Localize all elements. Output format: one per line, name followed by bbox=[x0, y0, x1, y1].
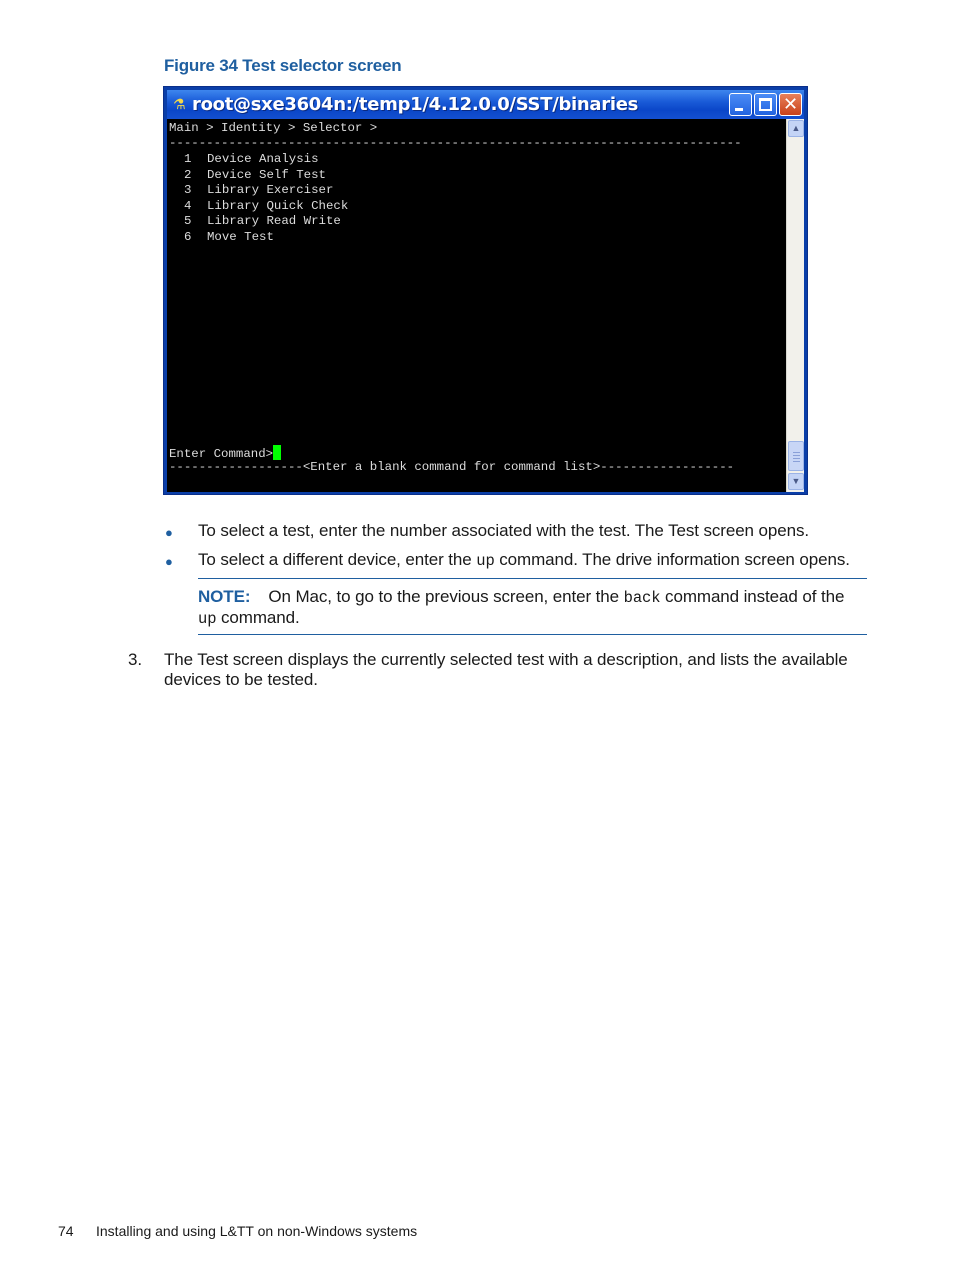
bullet-text: To select a different device, enter the up command. The drive information screen opens. bbox=[198, 550, 850, 570]
note-bottom-rule bbox=[198, 634, 867, 635]
bullet-icon: ● bbox=[165, 554, 173, 569]
scroll-up-button[interactable] bbox=[788, 120, 804, 137]
menu-item-label: Move Test bbox=[207, 229, 274, 244]
scroll-thumb[interactable] bbox=[788, 441, 804, 471]
close-icon: ✕ bbox=[782, 94, 799, 115]
terminal-screen[interactable] bbox=[167, 119, 786, 492]
menu-item-label: Library Exerciser bbox=[207, 183, 334, 197]
terminal-app-icon: ⚗ bbox=[173, 96, 186, 112]
menu-item-label: Device Self Test bbox=[207, 167, 326, 182]
bullet-icon: ● bbox=[165, 525, 173, 540]
title-bar[interactable] bbox=[167, 90, 804, 119]
footer-text: Installing and using L&TT on non-Windows systems bbox=[96, 1223, 418, 1239]
terminal-breadcrumb: Main > Identity > Selector > bbox=[169, 121, 378, 135]
figure-caption: Figure 34 Test selector screen bbox=[164, 56, 402, 75]
vertical-scrollbar[interactable] bbox=[786, 119, 804, 492]
arrow-down-icon: ▼ bbox=[791, 476, 801, 486]
arrow-up-icon: ▲ bbox=[791, 123, 801, 133]
menu-item-number: 1 bbox=[184, 152, 192, 166]
menu-item-number: 2 bbox=[184, 167, 192, 182]
window-title: root@sxe3604n:/temp1/4.12.0.0/SST/binaries bbox=[192, 94, 639, 115]
step-text-line-1: The Test screen displays the currently selected test with a description, and lists the available bbox=[164, 650, 848, 669]
menu-item-label: Library Read Write bbox=[207, 214, 341, 228]
text-cursor bbox=[273, 445, 281, 460]
note-line-1: NOTE: On Mac, to go to the previous screen, enter the back command instead of the bbox=[198, 587, 845, 607]
bullet-text: To select a test, enter the number associated with the test. The Test screen opens. bbox=[198, 521, 809, 540]
menu-item-label: Library Quick Check bbox=[207, 198, 349, 213]
step-text-line-2: devices to be tested. bbox=[164, 670, 318, 689]
note-line-2: up command. bbox=[198, 608, 300, 628]
menu-item-number: 5 bbox=[184, 214, 192, 228]
minimize-icon bbox=[735, 108, 743, 111]
menu-item-number: 4 bbox=[184, 198, 192, 213]
command-hint: ------------------<Enter a blank command for command list>------------------ bbox=[169, 460, 735, 474]
page-number: 74 bbox=[58, 1223, 74, 1239]
terminal-window bbox=[163, 86, 808, 495]
maximize-button[interactable] bbox=[754, 93, 777, 116]
maximize-icon bbox=[759, 98, 772, 111]
minimize-button[interactable] bbox=[729, 93, 752, 116]
code-back: back bbox=[623, 589, 661, 607]
step-number: 3. bbox=[128, 650, 142, 669]
note-top-rule bbox=[198, 578, 867, 579]
scroll-down-button[interactable] bbox=[788, 473, 804, 490]
menu-item-label: Device Analysis bbox=[207, 152, 319, 166]
note-label: NOTE: bbox=[198, 587, 251, 606]
menu-item-number: 6 bbox=[184, 229, 192, 244]
code-up: up bbox=[198, 610, 217, 628]
menu-item-number: 3 bbox=[184, 183, 192, 197]
prompt-label: Enter Command> bbox=[169, 447, 274, 461]
close-button[interactable] bbox=[779, 93, 802, 116]
code-up: up bbox=[476, 552, 495, 570]
terminal-separator: ----------------------------------------------------------------------------- bbox=[169, 136, 742, 150]
